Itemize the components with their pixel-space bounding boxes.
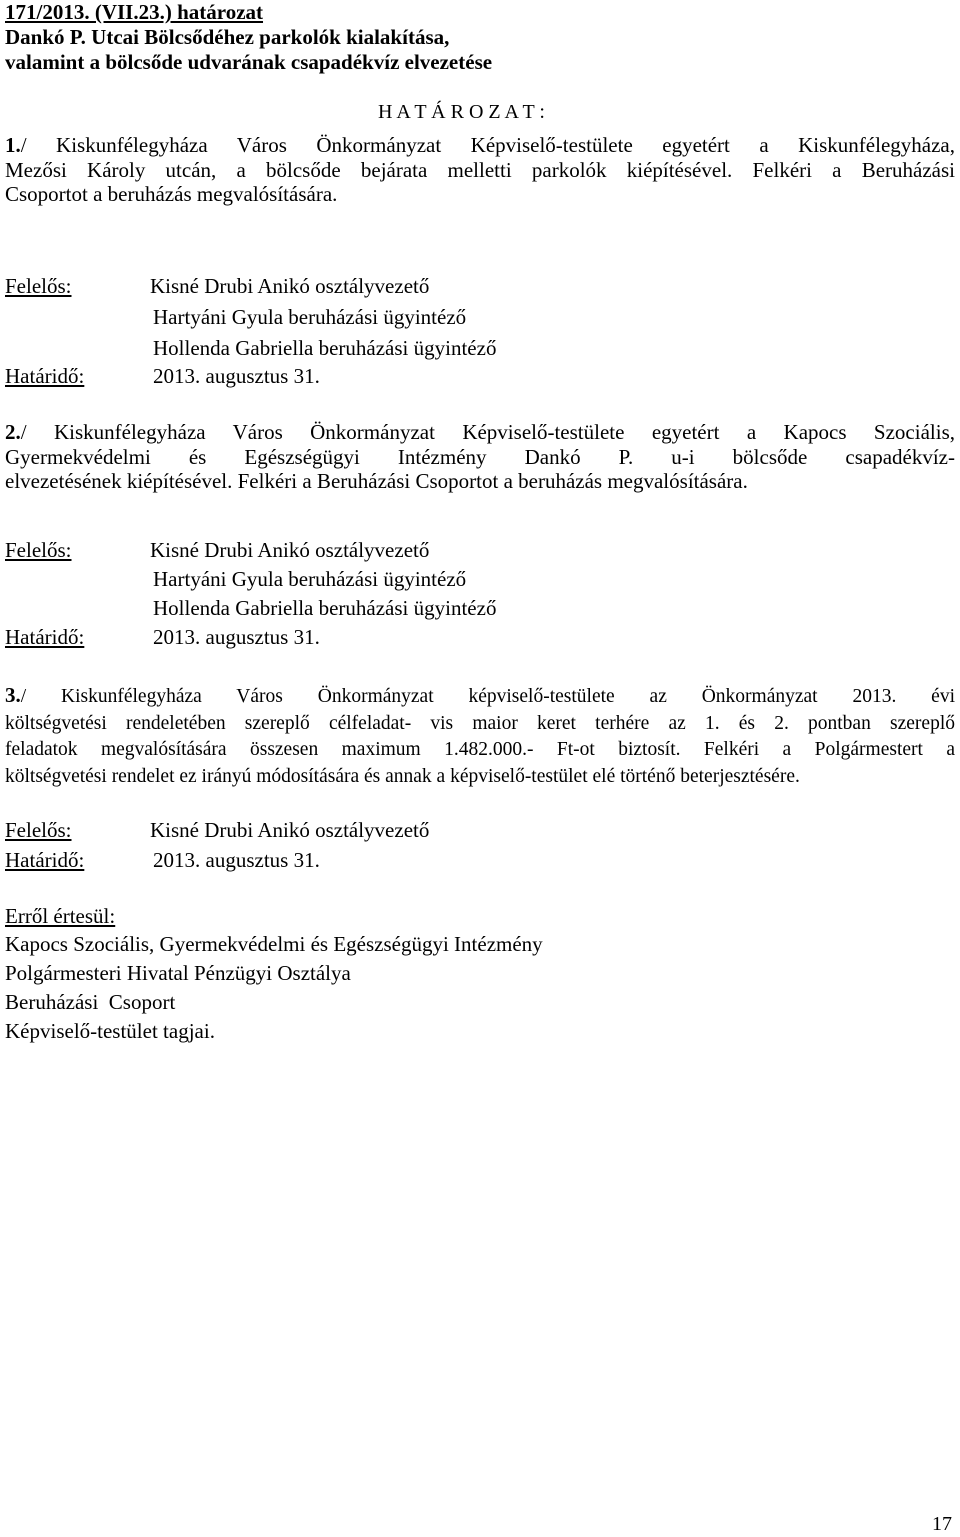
item-3-line-1: / Kiskunfélegyháza Város Önkormányzat képviselő-testülete az Önkormányzat 2013. évi xyxy=(20,686,955,707)
item-3-hatarido: 2013. augusztus 31. xyxy=(153,848,320,872)
notify-recipient-2: Polgármesteri Hivatal Pénzügyi Osztálya xyxy=(5,961,351,985)
item-3-line-2: költségvetési rendeletében szereplő célfeladat- vis maior keret terhére az 1. és 2. pontban szereplő xyxy=(5,712,955,734)
item-2-felelos-1: Kisné Drubi Anikó osztályvezető xyxy=(150,538,430,562)
item-3-felelos-1: Kisné Drubi Anikó osztályvezető xyxy=(150,818,430,842)
item-1-felelos-label: Felelős: xyxy=(5,274,72,298)
item-1-line-3: Csoportot a beruházás megvalósítására. xyxy=(5,182,338,206)
item-3-text xyxy=(5,682,955,790)
item-1-line-1: / Kiskunfélegyháza Város Önkormányzat Képviselő-testülete egyetért a Kiskunfélegyháza, xyxy=(20,133,955,157)
notify-recipient-1: Kapocs Szociális, Gyermekvédelmi és Egészségügyi Intézmény xyxy=(5,932,543,956)
notify-label: Erről értesül: xyxy=(5,904,116,928)
resolution-heading: H A T Á R O Z A T : xyxy=(378,101,545,123)
item-2-felelos-label: Felelős: xyxy=(5,538,72,562)
item-3-line-3: feladatok megvalósítására összesen maximum 1.482.000.- Ft-ot biztosít. Felkéri a Polgármestert a xyxy=(5,739,955,760)
item-2-hatarido-label: Határidő: xyxy=(5,625,85,649)
item-3-hatarido-label: Határidő: xyxy=(5,848,85,872)
item-2-hatarido: 2013. augusztus 31. xyxy=(153,625,320,649)
item-1-text xyxy=(5,133,955,207)
item-2-line-1: / Kiskunfélegyháza Város Önkormányzat Képviselő-testülete egyetért a Kapocs Szociális, xyxy=(20,420,955,444)
resolution-title-line2: valamint a bölcsőde udvarának csapadékvíz elvezetése xyxy=(5,50,493,74)
item-2-felelos-2: Hartyáni Gyula beruházási ügyintéző xyxy=(153,567,467,591)
resolution-number: 171/2013. (VII.23.) határozat xyxy=(5,0,264,24)
item-3-felelos-label: Felelős: xyxy=(5,818,72,842)
item-1-felelos-2: Hartyáni Gyula beruházási ügyintéző xyxy=(153,305,467,329)
item-1-felelos-3: Hollenda Gabriella beruházási ügyintéző xyxy=(153,336,497,360)
item-2-felelos-3: Hollenda Gabriella beruházási ügyintéző xyxy=(153,596,497,620)
item-3-line-4: költségvetési rendelet ez irányú módosítására és annak a képviselő-testület elé történő beterjesztésére. xyxy=(5,765,800,787)
item-1-line-2: Mezősi Károly utcán, a bölcsőde bejárata melletti parkolók kiépítésével. Felkéri a Beruházási xyxy=(5,157,955,182)
item-2-number: 2. xyxy=(5,420,21,444)
item-1-number: 1. xyxy=(5,133,21,157)
resolution-title-line1: Dankó P. Utcai Bölcsődéhez parkolók kialakítása, xyxy=(5,25,450,49)
item-2-text xyxy=(5,420,955,494)
item-1-hatarido: 2013. augusztus 31. xyxy=(153,364,320,388)
item-2-line-3: elvezetésének kiépítésével. Felkéri a Beruházási Csoportot a beruházás megvalósítására. xyxy=(5,469,748,493)
item-2-line-2: Gyermekvédelmi és Egészségügyi Intézmény Dankó P. u-i bölcsőde csapadékvíz- xyxy=(5,444,955,469)
page-number: 17 xyxy=(932,1513,952,1535)
item-1-hatarido-label: Határidő: xyxy=(5,364,85,388)
item-1-felelos-1: Kisné Drubi Anikó osztályvezető xyxy=(150,274,430,298)
notify-recipient-3: Beruházási Csoport xyxy=(5,990,176,1014)
item-3-number: 3. xyxy=(5,683,21,707)
notify-recipient-4: Képviselő-testület tagjai. xyxy=(5,1019,215,1043)
